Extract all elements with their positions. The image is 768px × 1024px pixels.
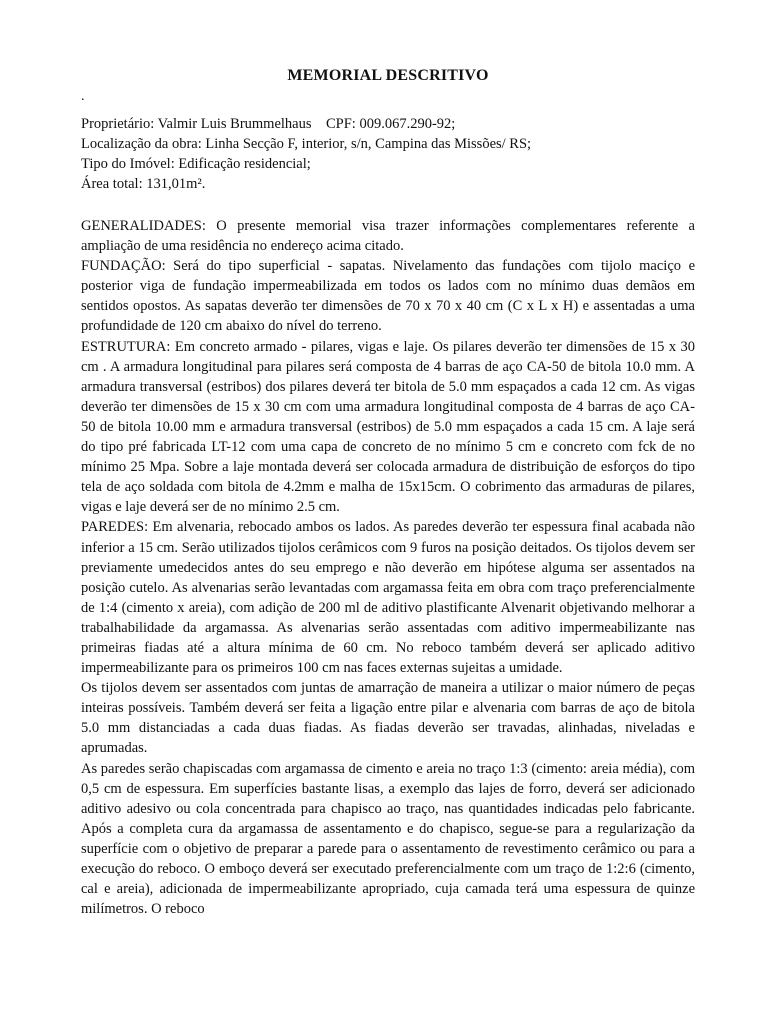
stray-dot: .: [81, 89, 85, 104]
paragraph-chapisco: As paredes serão chapiscadas com argamassa de cimento e areia no traço 1:3 (cimento: areia média), com 0,5 cm de espessura. Em superfícies bastante lisas, a exemplo das lajes de forro, deverá ser adicionado aditivo adesivo ou cola concentrada para chapisco ao traço, nas quantidades indicadas pelo fabricante. Após a completa cura da argamassa de assentamento e do chapisco, segue-se para a regularização da superfície com o objetivo de preparar a parede para o assentamento de revestimento cerâmico ou para a execução do reboco. O emboço deverá ser executado preferencialmente com um traço de 1:2:6 (cimento, cal e areia), adicionada de impermeabilizante apropriado, cuja camada terá uma espessura de quinze milímetros. O reboco: [81, 760, 695, 918]
document-title: MEMORIAL DESCRITIVO: [287, 67, 489, 84]
owner-line: Proprietário: Valmir Luis Brummelhaus CPF: 009.067.290-92;: [81, 116, 456, 132]
total-area-line: Área total: 131,01m².: [81, 176, 206, 192]
location-line: Localização da obra: Linha Secção F, interior, s/n, Campina das Missões/ RS;: [81, 136, 532, 152]
property-info: [81, 114, 695, 194]
paragraph-estrutura: ESTRUTURA: Em concreto armado - pilares, vigas e laje. Os pilares deverão ter dimensões de 15 x 30 cm . A armadura longitudinal para pilares será composta de 4 barras de aço CA-50 de bitola 10.0 mm. A armadura transversal (estribos) dos pilares deverá ter bitola de 5.0 mm espaçados a cada 12 cm. As vigas deverão ter dimensões de 15 x 30 cm com uma armadura longitudinal composta de 4 barras de aço CA-50 de bitola 10.00 mm e armadura transversal (estribos) de 5.0 mm espaçados a cada 15 cm. A laje será do tipo pré fabricada LT-12 com uma capa de concreto de no mínimo 5 cm e concreto com fck de no mínimo 25 Mpa. Sobre a laje montada deverá ser colocada armadura de distribuição de esforços do tipo tela de aço soldada com bitola de 4.2mm e malha de 15x15cm. O cobrimento das armaduras de pilares, vigas e laje deverá ser de no mínimo 2.5 cm.: [81, 338, 695, 516]
paragraph-paredes: PAREDES: Em alvenaria, rebocado ambos os lados. As paredes deverão ter espessura final acabada não inferior a 15 cm. Serão utilizados tijolos cerâmicos com 9 furos na posição deitados. Os tijolos devem ser previamente umedecidos antes do seu emprego e não deverão em hipótese alguma ser assentados na posição cutelo. As alvenarias serão levantadas com argamassa feita em obra com traço preferencialmente de 1:4 (cimento x areia), com adição de 200 ml de aditivo plastificante Alvenarit objetivando melhorar a trabalhabilidade da argamassa. As alvenarias serão assentadas com aditivo impermeabilizante nas primeiras fiadas até a altura mínima de 60 cm. No reboco também deverá ser aplicado aditivo impermeabilizante para os primeiros 100 cm nas faces externas sujeitas a umidade.: [81, 519, 695, 677]
paragraph-fundacao: FUNDAÇÃO: Será do tipo superficial - sapatas. Nivelamento das fundações com tijolo maciço e posterior viga de fundação impermeabilizada em todos os lados com no mínimo duas demãos em sentidos opostos. As sapatas deverão ter dimensões de 70 x 70 x 40 cm (C x L x H) e assentadas a uma profundidade de 120 cm abaixo do nível do terreno.: [81, 258, 695, 335]
document-body: [81, 216, 695, 919]
property-type-line: Tipo do Imóvel: Edificação residencial;: [81, 156, 311, 172]
paragraph-tijolos: Os tijolos devem ser assentados com juntas de amarração de maneira a utilizar o maior número de peças inteiras possíveis. Também deverá ser feita a ligação entre pilar e alvenaria com barras de aço de bitola 5.0 mm distanciadas a cada duas fiadas. As fiadas deverão ser travadas, alinhadas, niveladas e aprumadas.: [81, 680, 695, 757]
document-page: [81, 66, 695, 919]
paragraph-generalidades: GENERALIDADES: O presente memorial visa trazer informações complementares referente a ampliação de uma residência no endereço acima citado.: [81, 218, 695, 255]
